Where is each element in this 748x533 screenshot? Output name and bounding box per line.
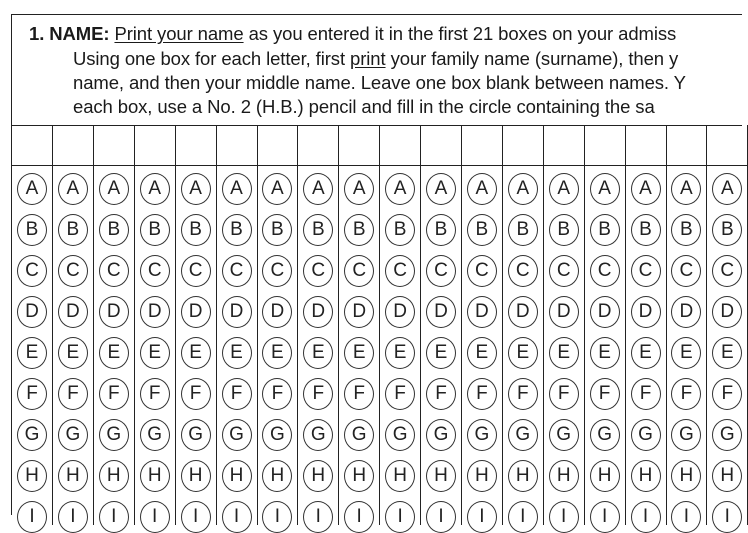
letter-write-box[interactable]: [53, 125, 93, 166]
letter-bubble-b[interactable]: B: [590, 214, 620, 246]
letter-write-box[interactable]: [626, 125, 666, 166]
letter-bubble-g[interactable]: G: [17, 419, 47, 451]
question-number: 1.: [29, 23, 45, 44]
letter-bubble-a[interactable]: A: [303, 173, 333, 205]
letter-column: [666, 125, 707, 525]
letter-bubble-g[interactable]: G: [181, 419, 211, 451]
letter-bubble-c[interactable]: C: [671, 255, 701, 287]
letter-bubble-e[interactable]: E: [58, 337, 88, 369]
letter-bubble-e[interactable]: E: [181, 337, 211, 369]
letter-column: [12, 125, 53, 525]
letter-bubble-f[interactable]: F: [426, 378, 456, 410]
instruction-text: Using one box for each letter, first: [73, 48, 351, 69]
letter-bubble-g[interactable]: G: [671, 419, 701, 451]
letter-bubble-i[interactable]: I: [17, 501, 47, 533]
letter-write-box[interactable]: [339, 125, 379, 166]
letter-bubble-f[interactable]: F: [344, 378, 374, 410]
letter-bubble-g[interactable]: G: [590, 419, 620, 451]
letter-bubble-h[interactable]: H: [549, 460, 579, 492]
letter-column: [421, 125, 462, 525]
letter-write-box[interactable]: [257, 125, 297, 166]
bubble-grid: [12, 125, 742, 525]
letter-bubble-b[interactable]: B: [385, 214, 415, 246]
letter-bubble-c[interactable]: C: [181, 255, 211, 287]
letter-bubble-e[interactable]: E: [631, 337, 661, 369]
letter-bubble-b[interactable]: B: [549, 214, 579, 246]
letter-column: [503, 125, 544, 525]
letter-bubble-a[interactable]: A: [426, 173, 456, 205]
letter-bubble-i[interactable]: I: [426, 501, 456, 533]
letter-bubble-h[interactable]: H: [140, 460, 170, 492]
letter-column: [217, 125, 258, 525]
letter-bubble-h[interactable]: H: [426, 460, 456, 492]
instruction-underlined-text: print: [350, 48, 386, 69]
letter-bubble-i[interactable]: I: [181, 501, 211, 533]
letter-bubble-b[interactable]: B: [508, 214, 538, 246]
instruction-underlined-text: Print your name: [114, 23, 244, 44]
letter-bubble-c[interactable]: C: [262, 255, 292, 287]
letter-bubble-e[interactable]: E: [385, 337, 415, 369]
letter-write-box[interactable]: [12, 125, 52, 166]
letter-bubble-a[interactable]: A: [590, 173, 620, 205]
letter-bubble-d[interactable]: D: [58, 296, 88, 328]
letter-write-box[interactable]: [503, 125, 543, 166]
letter-bubble-e[interactable]: E: [140, 337, 170, 369]
letter-bubble-h[interactable]: H: [17, 460, 47, 492]
letter-bubble-f[interactable]: F: [631, 378, 661, 410]
letter-column: [339, 125, 380, 525]
letter-bubble-g[interactable]: G: [58, 419, 88, 451]
letter-bubble-i[interactable]: I: [222, 501, 252, 533]
letter-write-box[interactable]: [298, 125, 338, 166]
letter-bubble-c[interactable]: C: [99, 255, 129, 287]
letter-bubble-h[interactable]: H: [590, 460, 620, 492]
letter-bubble-c[interactable]: C: [140, 255, 170, 287]
letter-bubble-e[interactable]: E: [262, 337, 292, 369]
letter-bubble-h[interactable]: H: [181, 460, 211, 492]
letter-bubble-b[interactable]: B: [426, 214, 456, 246]
letter-bubble-d[interactable]: D: [549, 296, 579, 328]
letter-bubble-g[interactable]: G: [344, 419, 374, 451]
letter-bubble-f[interactable]: F: [467, 378, 497, 410]
letter-bubble-f[interactable]: F: [671, 378, 701, 410]
letter-bubble-a[interactable]: A: [549, 173, 579, 205]
letter-bubble-a[interactable]: A: [385, 173, 415, 205]
letter-bubble-b[interactable]: B: [467, 214, 497, 246]
letter-bubble-a[interactable]: A: [671, 173, 701, 205]
letter-bubble-i[interactable]: I: [262, 501, 292, 533]
letter-write-box[interactable]: [707, 125, 747, 166]
letter-write-box[interactable]: [462, 125, 502, 166]
letter-bubble-c[interactable]: C: [508, 255, 538, 287]
letter-bubble-f[interactable]: F: [58, 378, 88, 410]
letter-bubble-d[interactable]: D: [303, 296, 333, 328]
letter-column: [380, 125, 421, 525]
letter-bubble-f[interactable]: F: [262, 378, 292, 410]
letter-bubble-d[interactable]: D: [426, 296, 456, 328]
instruction-line-2: [73, 47, 678, 71]
letter-bubble-c[interactable]: C: [222, 255, 252, 287]
letter-bubble-g[interactable]: G: [631, 419, 661, 451]
letter-bubble-e[interactable]: E: [303, 337, 333, 369]
letter-bubble-i[interactable]: I: [631, 501, 661, 533]
letter-bubble-e[interactable]: E: [17, 337, 47, 369]
letter-bubble-i[interactable]: I: [467, 501, 497, 533]
instruction-text: your family name (surname), then y: [385, 48, 679, 69]
letter-column: [544, 125, 585, 525]
letter-bubble-i[interactable]: I: [58, 501, 88, 533]
letter-column: [462, 125, 503, 525]
letter-bubble-a[interactable]: A: [508, 173, 538, 205]
letter-bubble-i[interactable]: I: [508, 501, 538, 533]
letter-bubble-b[interactable]: B: [58, 214, 88, 246]
letter-bubble-h[interactable]: H: [58, 460, 88, 492]
letter-bubble-g[interactable]: G: [712, 419, 742, 451]
letter-bubble-a[interactable]: A: [222, 173, 252, 205]
letter-bubble-e[interactable]: E: [712, 337, 742, 369]
letter-bubble-i[interactable]: I: [712, 501, 742, 533]
letter-bubble-a[interactable]: A: [262, 173, 292, 205]
letter-bubble-c[interactable]: C: [17, 255, 47, 287]
letter-bubble-e[interactable]: E: [671, 337, 701, 369]
letter-column: [257, 125, 298, 525]
letter-write-box[interactable]: [585, 125, 625, 166]
letter-bubble-i[interactable]: I: [303, 501, 333, 533]
letter-bubble-f[interactable]: F: [508, 378, 538, 410]
letter-bubble-e[interactable]: E: [590, 337, 620, 369]
letter-column: [585, 125, 626, 525]
letter-bubble-h[interactable]: H: [344, 460, 374, 492]
name-instructions: [12, 15, 742, 126]
letter-write-box[interactable]: [544, 125, 584, 166]
letter-bubble-a[interactable]: A: [712, 173, 742, 205]
letter-bubble-f[interactable]: F: [712, 378, 742, 410]
letter-bubble-h[interactable]: H: [631, 460, 661, 492]
letter-bubble-f[interactable]: F: [140, 378, 170, 410]
letter-bubble-f[interactable]: F: [590, 378, 620, 410]
letter-bubble-a[interactable]: A: [344, 173, 374, 205]
letter-bubble-i[interactable]: I: [344, 501, 374, 533]
letter-bubble-i[interactable]: I: [549, 501, 579, 533]
question-heading: NAME:: [49, 23, 110, 44]
letter-bubble-h[interactable]: H: [508, 460, 538, 492]
letter-column: [298, 125, 339, 525]
letter-bubble-b[interactable]: B: [712, 214, 742, 246]
letter-bubble-c[interactable]: C: [590, 255, 620, 287]
letter-bubble-b[interactable]: B: [262, 214, 292, 246]
letter-bubble-e[interactable]: E: [467, 337, 497, 369]
letter-column: [135, 125, 176, 525]
letter-bubble-d[interactable]: D: [508, 296, 538, 328]
letter-bubble-d[interactable]: D: [712, 296, 742, 328]
letter-write-box[interactable]: [135, 125, 175, 166]
letter-bubble-c[interactable]: C: [631, 255, 661, 287]
letter-bubble-i[interactable]: I: [140, 501, 170, 533]
letter-bubble-h[interactable]: H: [262, 460, 292, 492]
letter-bubble-c[interactable]: C: [549, 255, 579, 287]
letter-bubble-b[interactable]: B: [140, 214, 170, 246]
letter-bubble-e[interactable]: E: [222, 337, 252, 369]
letter-bubble-d[interactable]: D: [590, 296, 620, 328]
letter-bubble-d[interactable]: D: [385, 296, 415, 328]
instruction-line-4: each box, use a No. 2 (H.B.) pencil and fill in the circle containing the sa: [73, 96, 655, 117]
instruction-line-1: [29, 22, 676, 46]
letter-write-box[interactable]: [94, 125, 134, 166]
letter-bubble-d[interactable]: D: [222, 296, 252, 328]
letter-bubble-h[interactable]: H: [467, 460, 497, 492]
letter-bubble-h[interactable]: H: [303, 460, 333, 492]
letter-bubble-b[interactable]: B: [17, 214, 47, 246]
letter-bubble-d[interactable]: D: [140, 296, 170, 328]
letter-bubble-e[interactable]: E: [344, 337, 374, 369]
letter-bubble-f[interactable]: F: [222, 378, 252, 410]
instruction-line-3: name, and then your middle name. Leave one box blank between names. Y: [73, 72, 686, 93]
letter-bubble-i[interactable]: I: [671, 501, 701, 533]
letter-write-box[interactable]: [380, 125, 420, 166]
letter-bubble-d[interactable]: D: [181, 296, 211, 328]
letter-bubble-a[interactable]: A: [58, 173, 88, 205]
letter-bubble-a[interactable]: A: [140, 173, 170, 205]
letter-write-box[interactable]: [176, 125, 216, 166]
letter-bubble-f[interactable]: F: [181, 378, 211, 410]
letter-column: [53, 125, 94, 525]
letter-column: [626, 125, 667, 525]
letter-bubble-f[interactable]: F: [303, 378, 333, 410]
letter-bubble-g[interactable]: G: [385, 419, 415, 451]
letter-bubble-d[interactable]: D: [467, 296, 497, 328]
letter-bubble-d[interactable]: D: [262, 296, 292, 328]
letter-bubble-e[interactable]: E: [508, 337, 538, 369]
letter-bubble-e[interactable]: E: [99, 337, 129, 369]
letter-bubble-h[interactable]: H: [99, 460, 129, 492]
letter-write-box[interactable]: [217, 125, 257, 166]
letter-bubble-a[interactable]: A: [99, 173, 129, 205]
letter-bubble-h[interactable]: H: [222, 460, 252, 492]
letter-bubble-g[interactable]: G: [467, 419, 497, 451]
letter-bubble-f[interactable]: F: [549, 378, 579, 410]
letter-bubble-g[interactable]: G: [508, 419, 538, 451]
name-answer-form: [11, 14, 742, 527]
letter-bubble-c[interactable]: C: [344, 255, 374, 287]
letter-bubble-g[interactable]: G: [426, 419, 456, 451]
letter-bubble-d[interactable]: D: [99, 296, 129, 328]
letter-bubble-b[interactable]: B: [344, 214, 374, 246]
letter-bubble-e[interactable]: E: [549, 337, 579, 369]
letter-bubble-d[interactable]: D: [344, 296, 374, 328]
letter-column: [176, 125, 217, 525]
letter-bubble-i[interactable]: I: [99, 501, 129, 533]
letter-bubble-i[interactable]: I: [590, 501, 620, 533]
letter-bubble-a[interactable]: A: [631, 173, 661, 205]
letter-bubble-b[interactable]: B: [222, 214, 252, 246]
letter-bubble-c[interactable]: C: [385, 255, 415, 287]
letter-bubble-g[interactable]: G: [140, 419, 170, 451]
letter-bubble-f[interactable]: F: [99, 378, 129, 410]
letter-bubble-h[interactable]: H: [671, 460, 701, 492]
letter-bubble-d[interactable]: D: [17, 296, 47, 328]
letter-bubble-d[interactable]: D: [631, 296, 661, 328]
letter-bubble-h[interactable]: H: [385, 460, 415, 492]
letter-bubble-g[interactable]: G: [303, 419, 333, 451]
letter-bubble-g[interactable]: G: [99, 419, 129, 451]
letter-bubble-a[interactable]: A: [181, 173, 211, 205]
letter-write-box[interactable]: [421, 125, 461, 166]
letter-bubble-g[interactable]: G: [262, 419, 292, 451]
letter-write-box[interactable]: [666, 125, 706, 166]
instruction-text: as you entered it in the first 21 boxes on your admiss: [243, 23, 677, 44]
letter-bubble-a[interactable]: A: [467, 173, 497, 205]
letter-bubble-e[interactable]: E: [426, 337, 456, 369]
letter-bubble-g[interactable]: G: [222, 419, 252, 451]
letter-bubble-a[interactable]: A: [17, 173, 47, 205]
letter-bubble-c[interactable]: C: [426, 255, 456, 287]
letter-bubble-c[interactable]: C: [467, 255, 497, 287]
letter-bubble-i[interactable]: I: [385, 501, 415, 533]
letter-column: [94, 125, 135, 525]
letter-bubble-b[interactable]: B: [671, 214, 701, 246]
letter-bubble-c[interactable]: C: [303, 255, 333, 287]
letter-bubble-f[interactable]: F: [17, 378, 47, 410]
letter-column: [707, 125, 748, 525]
letter-bubble-h[interactable]: H: [712, 460, 742, 492]
letter-bubble-c[interactable]: C: [58, 255, 88, 287]
letter-bubble-b[interactable]: B: [303, 214, 333, 246]
letter-bubble-b[interactable]: B: [99, 214, 129, 246]
letter-bubble-b[interactable]: B: [631, 214, 661, 246]
letter-bubble-d[interactable]: D: [671, 296, 701, 328]
letter-bubble-g[interactable]: G: [549, 419, 579, 451]
letter-bubble-f[interactable]: F: [385, 378, 415, 410]
letter-bubble-c[interactable]: C: [712, 255, 742, 287]
letter-bubble-b[interactable]: B: [181, 214, 211, 246]
